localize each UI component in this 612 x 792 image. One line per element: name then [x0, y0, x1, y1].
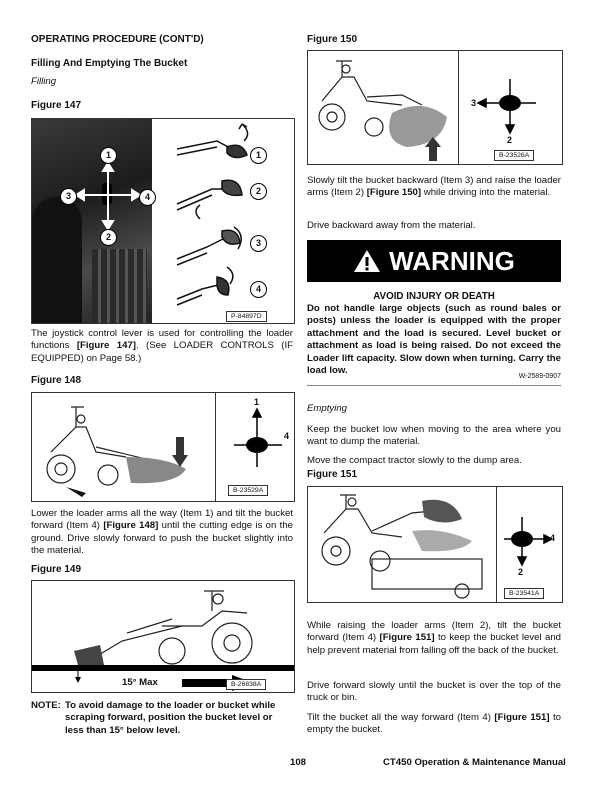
figure-147 [31, 118, 295, 324]
joystick-diagram-150 [468, 71, 558, 141]
tractor-dumping-illustration [312, 491, 496, 599]
photo-callout-1: 1 [100, 147, 117, 164]
tractor-scraping-illustration [32, 581, 294, 692]
paragraph-joystick: The joystick control lever is used for controlling the loader functions [Figure 147]. (See LOADER CONTROLS (IF EQUIPPED) on Page 58.) [31, 328, 293, 364]
fig148-num-1: 1 [254, 397, 260, 407]
paragraph-move-to-dump: Move the compact tractor slowly to the dump area. [307, 455, 522, 466]
note-text: To avoid damage to the loader or bucket while scraping forward, position the bucket level or less than 15° below level. [65, 700, 276, 736]
figure-149-code: B-26838A [226, 679, 266, 690]
figure-150-code: B-23526A [494, 150, 534, 161]
figure-151-code: B-23541A [504, 588, 544, 599]
joystick-diagram-151 [504, 509, 564, 579]
side-callout-1: 1 [250, 147, 267, 164]
paragraph-drive-back: Drive backward away from the material. [307, 220, 476, 231]
warning-text: Do not handle large objects (such as round bales or posts) unless the loader is equipped with the proper attachment and the load is secured. Level bucket or attachment as load is being raised. Do not exceed the Loader lift capacity. Slow down when turning. Carry the load low. [307, 303, 561, 377]
paragraph-tilt-back: Slowly tilt the bucket backward (Item 3) and raise the loader arms (Item 2) [Figure 150] while driving into the material. [307, 175, 561, 199]
fig151-num-2: 2 [518, 567, 524, 577]
figure-150-label: Figure 150 [307, 34, 358, 45]
side-callout-3: 3 [250, 235, 267, 252]
paragraph-tilt-forward: Tilt the bucket all the way forward (Item 4) [Figure 151] to empty the bucket. [307, 712, 561, 736]
manual-title: CT450 Operation & Maintenance Manual [383, 757, 566, 768]
photo-callout-4: 4 [139, 189, 156, 206]
angle-label: 15° Max [122, 677, 158, 688]
emptying-heading: Emptying [307, 403, 347, 414]
subsection-title: Filling And Emptying The Bucket [31, 58, 188, 69]
warning-banner [307, 240, 561, 282]
figure-147-code: P-84897D [226, 311, 267, 322]
fig150-num-3: 3 [471, 98, 477, 108]
fig151-num-4: 4 [550, 533, 556, 543]
page-number: 108 [290, 757, 307, 768]
bucket-position-diagrams [172, 119, 262, 309]
figure-149 [31, 580, 295, 693]
joystick-diagram-148 [222, 403, 292, 483]
figure-148 [31, 392, 295, 502]
figure-151 [307, 486, 563, 603]
paragraph-lower-arms: Lower the loader arms all the way (Item 1) and tilt the bucket forward (Item 4) [Figure 148] until the cutting edge is on the ground. Drive slowly forward to push the bucket slightly into the material. [31, 508, 293, 557]
fig150-num-2: 2 [507, 135, 513, 145]
figure-151-label: Figure 151 [307, 469, 358, 480]
tractor-lowering-illustration [36, 397, 212, 497]
subsection-filling: Filling [31, 76, 57, 87]
side-callout-4: 4 [250, 281, 267, 298]
photo-callout-2: 2 [100, 229, 117, 246]
joystick-arrows [32, 119, 152, 323]
figure-149-label: Figure 149 [31, 564, 82, 575]
paragraph-keep-low: Keep the bucket low when moving to the area where you want to dump the material. [307, 424, 561, 448]
paragraph-raise-arms: While raising the loader arms (Item 2), tilt the bucket forward (Item 4) [Figure 151] to keep the bucket level and help prevent material from falling off the back of the bucket. [307, 620, 561, 656]
warning-divider [307, 385, 561, 386]
side-callout-2: 2 [250, 183, 267, 200]
figure-148-code: B-23529A [228, 485, 268, 496]
paragraph-drive-to-dump: Drive forward slowly until the bucket is over the top of the truck or bin. [307, 680, 561, 704]
tractor-digging-illustration [312, 55, 458, 163]
warning-triangle-icon [353, 249, 381, 273]
warning-code: W-2589-0907 [518, 373, 561, 380]
figure-150 [307, 50, 563, 165]
figure-148-label: Figure 148 [31, 375, 82, 386]
figure-147-label: Figure 147 [31, 100, 82, 111]
warning-title: AVOID INJURY OR DEATH [373, 291, 495, 302]
photo-callout-3: 3 [60, 188, 77, 205]
warning-banner-text: WARNING [389, 245, 515, 276]
note-block [31, 700, 293, 737]
note-label: NOTE: [31, 700, 61, 711]
fig148-num-4: 4 [284, 431, 290, 441]
section-title: OPERATING PROCEDURE (CONT'D) [31, 34, 204, 45]
